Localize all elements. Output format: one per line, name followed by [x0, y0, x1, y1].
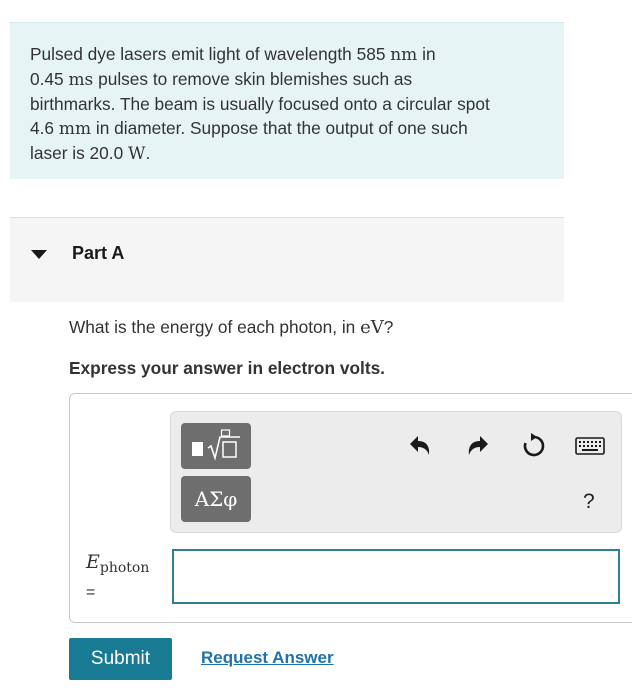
submit-button[interactable]: Submit [69, 638, 172, 680]
problem-line-2-start: 0.45 [30, 69, 69, 89]
problem-line-3: birthmarks. The beam is usually focused onto a circular spot [30, 94, 490, 114]
answer-instruction: Express your answer in electron volts. [69, 358, 385, 378]
question-body: What is the energy of each photon, in [69, 317, 361, 337]
help-button[interactable]: ? [583, 490, 595, 513]
templates-button[interactable] [181, 423, 251, 469]
keyboard-icon[interactable] [574, 432, 606, 460]
problem-line-2-end: pulses to remove skin blemishes such as [93, 69, 413, 89]
part-title: Part A [72, 243, 125, 263]
diameter-unit: mm [58, 119, 92, 139]
power-unit: W [127, 144, 146, 164]
wavelength-unit: nm [390, 45, 418, 65]
part-a-header[interactable] [10, 217, 564, 302]
templates-icon [186, 429, 246, 463]
variable-symbol: E [86, 551, 100, 573]
collapse-caret-icon[interactable] [31, 250, 47, 259]
problem-line-5-end: . [145, 143, 151, 163]
question-text [69, 317, 393, 338]
problem-line-5-start: laser is 20.0 [30, 143, 128, 163]
problem-line-4-end: in diameter. Suppose that the output of one such [91, 118, 468, 138]
variable-subscript: photon [99, 560, 150, 576]
greek-symbols-button[interactable]: ΑΣφ [181, 476, 251, 522]
question-unit: eV [360, 317, 384, 338]
answer-panel [69, 393, 632, 623]
question-mark: ? [383, 317, 394, 337]
problem-text [30, 42, 544, 166]
equals-sign: = [86, 584, 96, 601]
answer-variable-label [86, 551, 149, 576]
problem-line-1: Pulsed dye lasers emit light of wavelength 585 [30, 44, 391, 64]
problem-line-4-start: 4.6 [30, 118, 59, 138]
problem-statement [10, 22, 564, 179]
pulse-unit: ms [68, 70, 94, 90]
undo-icon[interactable] [407, 432, 435, 460]
answer-input[interactable] [172, 549, 620, 604]
reset-icon[interactable] [519, 432, 547, 460]
request-answer-link[interactable]: Request Answer [201, 648, 334, 667]
problem-line-1-end: in [417, 44, 436, 64]
math-toolbar [170, 411, 622, 533]
redo-icon[interactable] [463, 432, 491, 460]
